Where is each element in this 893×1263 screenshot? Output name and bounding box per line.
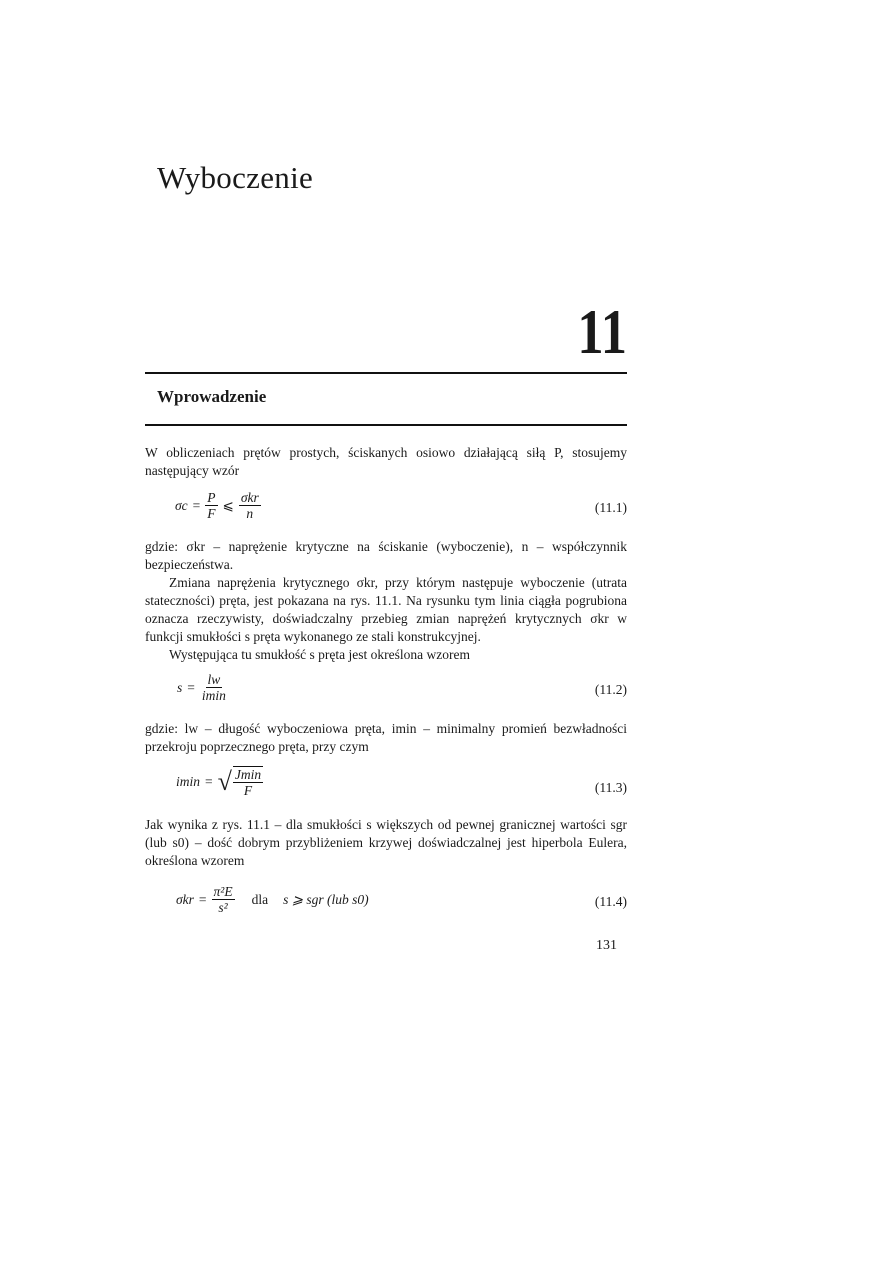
eq1-f2-num: σkr bbox=[240, 490, 259, 505]
eq2-fraction bbox=[200, 672, 228, 703]
page-number: 131 bbox=[596, 938, 617, 953]
eq4-den: s² bbox=[218, 900, 228, 915]
paragraph-critical-stress: Zmiana naprężenia krytycznego σkr, przy którym następuje wyboczenie (utrata stateczności) pręta, jest pokazana na rys. 11.1. Na rysunku tym linia ciągła pogrubiona oznacza rzeczywisty, doświadczalny przebieg zmian naprężeń krytycznych σkr w funkcji smukłości s pręta wykonanego ze stali konstrukcyjnej. bbox=[145, 575, 627, 644]
equation-number-11-2: (11.2) bbox=[594, 682, 627, 697]
equation-11-2: s = $\frac{lw}{imin}$ bbox=[177, 672, 226, 703]
paragraph-definitions-2: gdzie: lw – długość wyboczeniowa pręta, imin – minimalny promień bezwładności przekroju poprzecznego pręta, przy czym bbox=[145, 721, 627, 754]
section-title: Wprowadzenie bbox=[157, 387, 267, 406]
eq4-fraction bbox=[212, 884, 235, 915]
eq4-num: π²E bbox=[213, 884, 233, 899]
paragraph-intro: W obliczeniach prętów prostych, ściskanych osiowo działającą siłą P, stosujemy następujący wzór bbox=[145, 445, 627, 478]
eq1-f2-den: n bbox=[246, 506, 254, 521]
eq4-condition: s ⩾ sgr (lub s0) bbox=[283, 891, 369, 907]
top-rule bbox=[145, 372, 627, 374]
eq1-fraction-2 bbox=[239, 490, 261, 521]
eq4-condition-word: dla bbox=[251, 891, 269, 907]
equation-number-11-3: (11.3) bbox=[594, 780, 627, 795]
paragraph-slenderness: Występująca tu smukłość s pręta jest określona wzorem bbox=[169, 647, 470, 662]
chapter-title: Wyboczenie bbox=[157, 160, 314, 195]
eq2-num: lw bbox=[207, 672, 221, 687]
eq1-fraction-1 bbox=[205, 490, 217, 521]
section-rule bbox=[145, 424, 627, 426]
eq2-den: imin bbox=[201, 688, 226, 703]
equation-11-4: σkr = $\frac{\text{π²E}}{\text{s²}}$ dla s ⩾ sgr (lub s0) bbox=[176, 884, 369, 915]
chapter-number: 11 bbox=[577, 296, 627, 367]
sqrt-sign-icon: √ bbox=[217, 767, 232, 796]
eq1-lhs: σc bbox=[175, 497, 188, 513]
eq3-lhs: imin bbox=[176, 774, 201, 789]
paragraph-definitions-1: gdzie: σkr – naprężenie krytyczne na ściskanie (wyboczenie), n – współczynnik bezpieczeństwa. bbox=[145, 539, 627, 572]
eq1-relation: ⩽ bbox=[222, 497, 234, 513]
eq3-num: Jmin bbox=[234, 767, 262, 782]
eq2-lhs: s bbox=[177, 679, 183, 695]
equation-11-1: σc = $\frac{P}{F}$ ⩽ $\frac{\text{σkr}}{n}$ bbox=[175, 490, 259, 521]
equation-11-3: imin = √ $\frac{Jmin}{F}$ bbox=[176, 767, 262, 798]
eq1-f1-den: F bbox=[207, 506, 216, 521]
eq3-fraction bbox=[233, 766, 263, 798]
eq1-f1-num: P bbox=[207, 490, 216, 505]
paragraph-euler: Jak wynika z rys. 11.1 – dla smukłości s większych od pewnej granicznej wartości sgr (lub s0) – dość dobrym przybliżeniem krzywej doświadczalnej jest hiperbola Eulera, określona wzorem bbox=[145, 817, 627, 868]
equation-number-11-4: (11.4) bbox=[594, 894, 627, 909]
equation-number-11-1: (11.1) bbox=[594, 500, 627, 515]
eq4-lhs: σkr bbox=[176, 891, 194, 907]
eq3-den: F bbox=[243, 783, 253, 798]
